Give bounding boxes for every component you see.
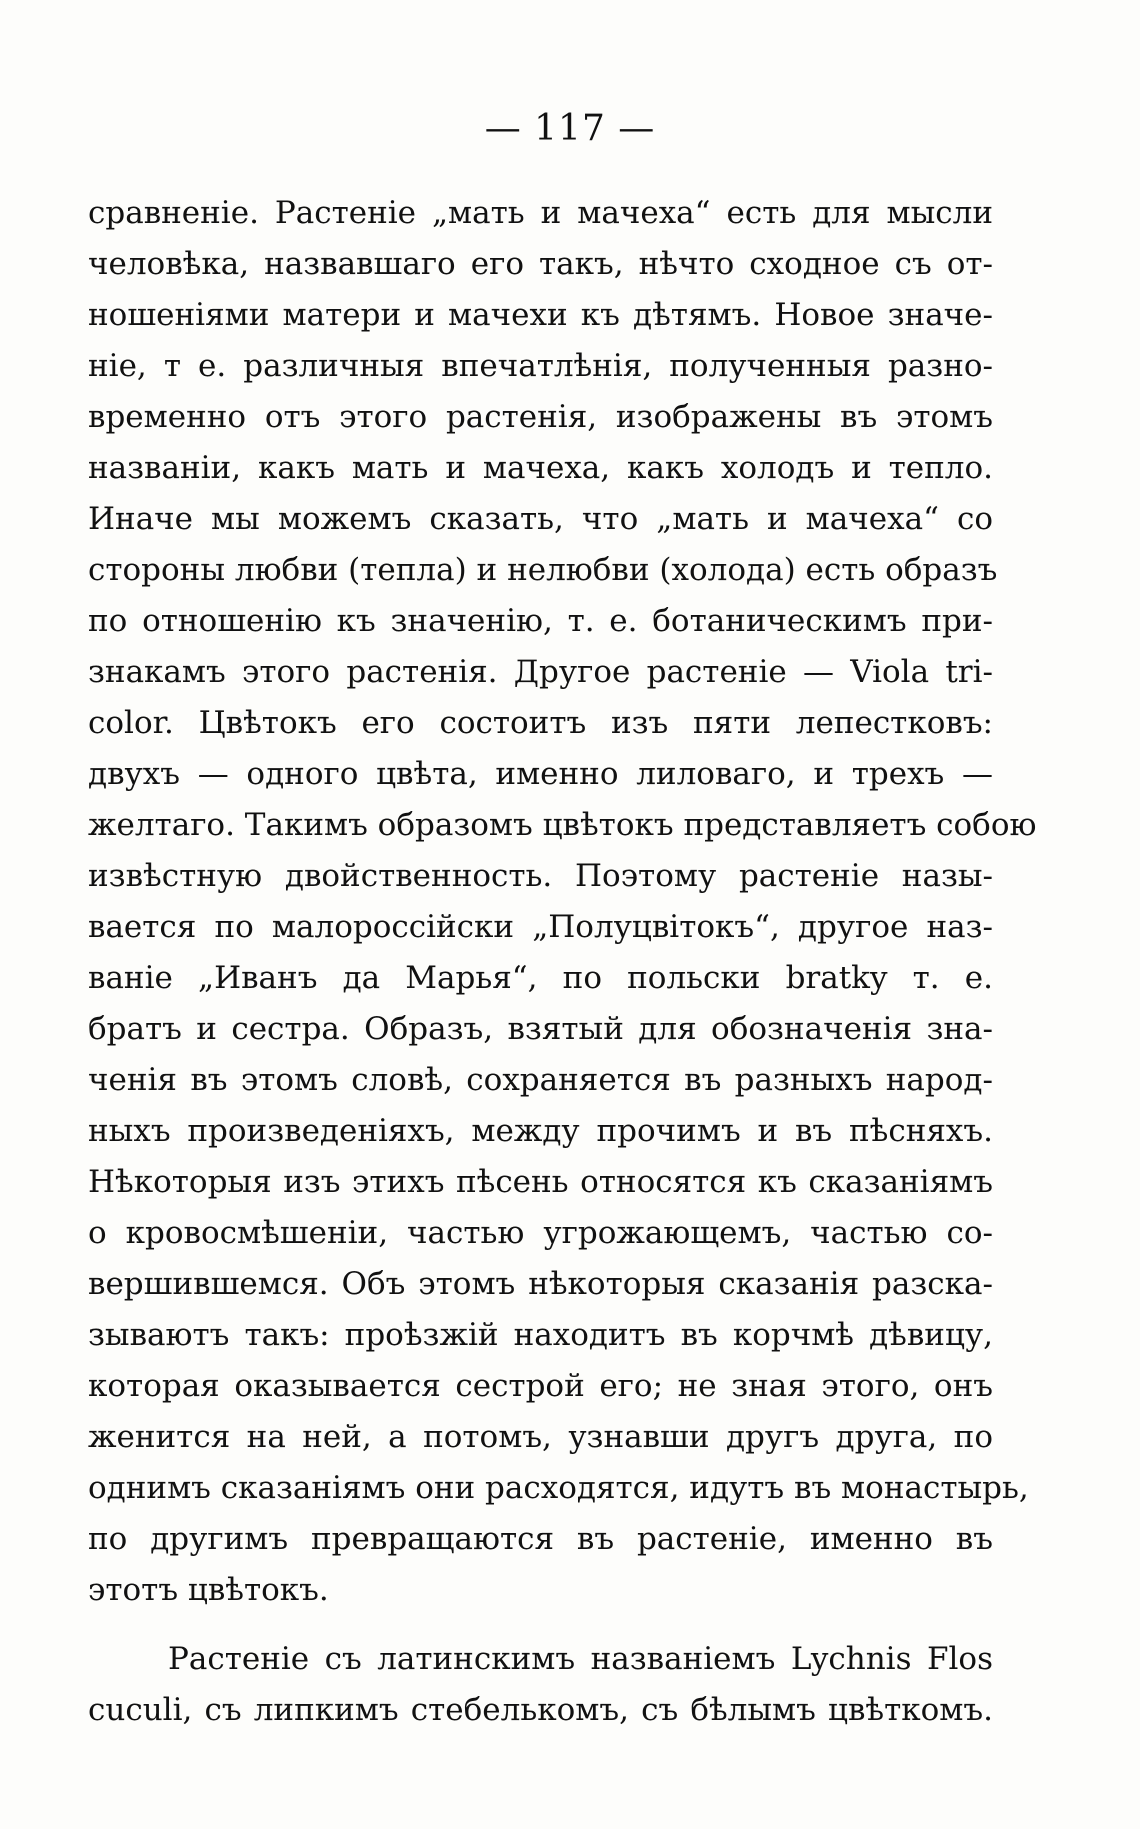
text-line: желтаго. Такимъ образомъ цвѣтокъ представляетъ собою <box>88 807 1037 843</box>
text-line: однимъ сказаніямъ они расходятся, идутъ въ монастырь, <box>88 1470 1029 1506</box>
text-line: сравненіе. Растеніе „мать и мачеха“ есть для мысли <box>88 195 993 231</box>
text-line: двухъ — одного цвѣта, именно лиловаго, и трехъ — <box>88 756 993 792</box>
text-line: названіи, какъ мать и мачеха, какъ холодъ и тепло. <box>88 450 993 486</box>
text-line: о кровосмѣшеніи, частью угрожающемъ, частью со- <box>88 1215 993 1251</box>
text-line: вершившемся. Объ этомъ нѣкоторыя сказанія разска- <box>88 1266 993 1302</box>
text-line: ченія въ этомъ словѣ, сохраняется въ разныхъ народ- <box>88 1062 993 1098</box>
text-line: ваніе „Иванъ да Марья“, по польски bratky т. е. <box>88 960 993 996</box>
text-line: cuculi, съ липкимъ стебелькомъ, съ бѣлымъ цвѣткомъ. <box>88 1692 993 1728</box>
text-line: Иначе мы можемъ сказать, что „мать и мачеха“ со <box>88 501 993 537</box>
text-line: ныхъ произведеніяхъ, между прочимъ и въ пѣсняхъ. <box>88 1113 993 1149</box>
text-line: этотъ цвѣтокъ. <box>88 1572 329 1608</box>
text-line: женится на ней, а потомъ, узнавши другъ друга, по <box>88 1419 993 1455</box>
text-line: зываютъ такъ: проѣзжій находитъ въ корчмѣ дѣвицу, <box>88 1317 993 1353</box>
text-line: color. Цвѣтокъ его состоитъ изъ пяти лепестковъ: <box>88 705 993 741</box>
paragraph-gap <box>88 1616 993 1634</box>
body-text <box>88 188 1037 1736</box>
text-line: знакамъ этого растенія. Другое растеніе — Viola tri- <box>88 654 993 690</box>
text-line: ніе, т е. различныя впечатлѣнія, полученныя разно- <box>88 348 993 384</box>
text-line: стороны любви (тепла) и нелюбви (холода) есть образъ <box>88 552 998 588</box>
text-line: человѣка, назвавшаго его такъ, нѣчто сходное съ от- <box>88 246 993 282</box>
text-line: ношеніями матери и мачехи къ дѣтямъ. Новое значе- <box>88 297 993 333</box>
text-line: временно отъ этого растенія, изображены въ этомъ <box>88 399 993 435</box>
text-line: братъ и сестра. Образъ, взятый для обозначенія зна- <box>88 1011 993 1047</box>
text-line: по другимъ превращаются въ растеніе, именно въ <box>88 1521 993 1557</box>
text-line: вается по малороссійски „Полуцвітокъ“, другое наз- <box>88 909 993 945</box>
text-line: по отношенію къ значенію, т. е. ботаническимъ при- <box>88 603 993 639</box>
text-line: Растеніе съ латинскимъ названіемъ Lychnis Flos <box>168 1641 993 1677</box>
text-line: Нѣкоторыя изъ этихъ пѣсень относятся къ сказаніямъ <box>88 1164 993 1200</box>
text-line: которая оказывается сестрой его; не зная этого, онъ <box>88 1368 993 1404</box>
text-line: извѣстную двойственность. Поэтому растеніе назы- <box>88 858 993 894</box>
page-number: — 117 — <box>484 108 656 149</box>
